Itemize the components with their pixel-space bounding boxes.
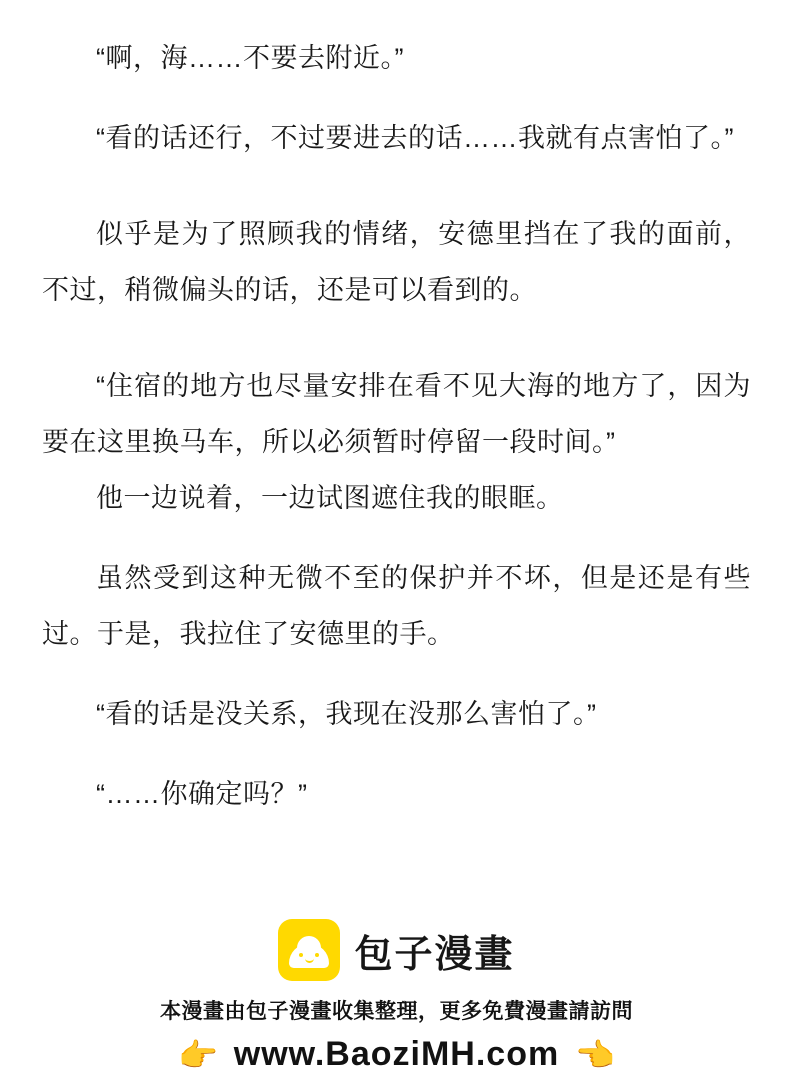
paragraph-gap	[42, 676, 751, 686]
footer-note: 本漫畫由包子漫畫收集整理，更多免費漫畫請訪問	[160, 1000, 633, 1023]
steamed-bun-icon	[278, 919, 340, 981]
paragraph-gap	[42, 180, 751, 206]
paragraph: “看的话是没关系，我现在没那么害怕了。”	[96, 699, 597, 729]
paragraph-gap	[42, 756, 751, 766]
content-top-spacer	[42, 4, 751, 30]
paragraph: “住宿的地方也尽量安排在看不见大海的地方了，因为要在这里换马车，所以必须暂时停留一段时间。”	[42, 371, 751, 457]
paragraph: 虽然受到这种无微不至的保护并不坏，但是还是有些过。于是，我拉住了安德里的手。	[42, 563, 751, 649]
url-row[interactable]	[0, 1035, 793, 1074]
paragraph-gap	[42, 100, 751, 110]
site-url[interactable]: www.BaoziMH.com	[233, 1035, 560, 1073]
brand-name: 包子漫畫	[354, 933, 515, 976]
watermark-footer	[0, 919, 793, 1074]
paragraph: 他一边说着，一边试图遮住我的眼眶。	[96, 483, 564, 513]
page-content	[0, 4, 793, 822]
paragraph: “啊，海……不要去附近。”	[96, 43, 404, 73]
paragraph: “看的话还行，不过要进去的话……我就有点害怕了。”	[96, 123, 734, 153]
paragraph-gap	[42, 540, 751, 550]
pointing-hand-left-icon: 👈	[575, 1036, 616, 1073]
paragraph-gap	[42, 332, 751, 358]
pointing-hand-right-icon: 👉	[177, 1036, 218, 1073]
paragraph: “……你确定吗？”	[96, 779, 308, 809]
brand-row	[0, 919, 793, 981]
paragraph: 似乎是为了照顾我的情绪，安德里挡在了我的面前，不过，稍微偏头的话，还是可以看到的。	[42, 219, 751, 305]
